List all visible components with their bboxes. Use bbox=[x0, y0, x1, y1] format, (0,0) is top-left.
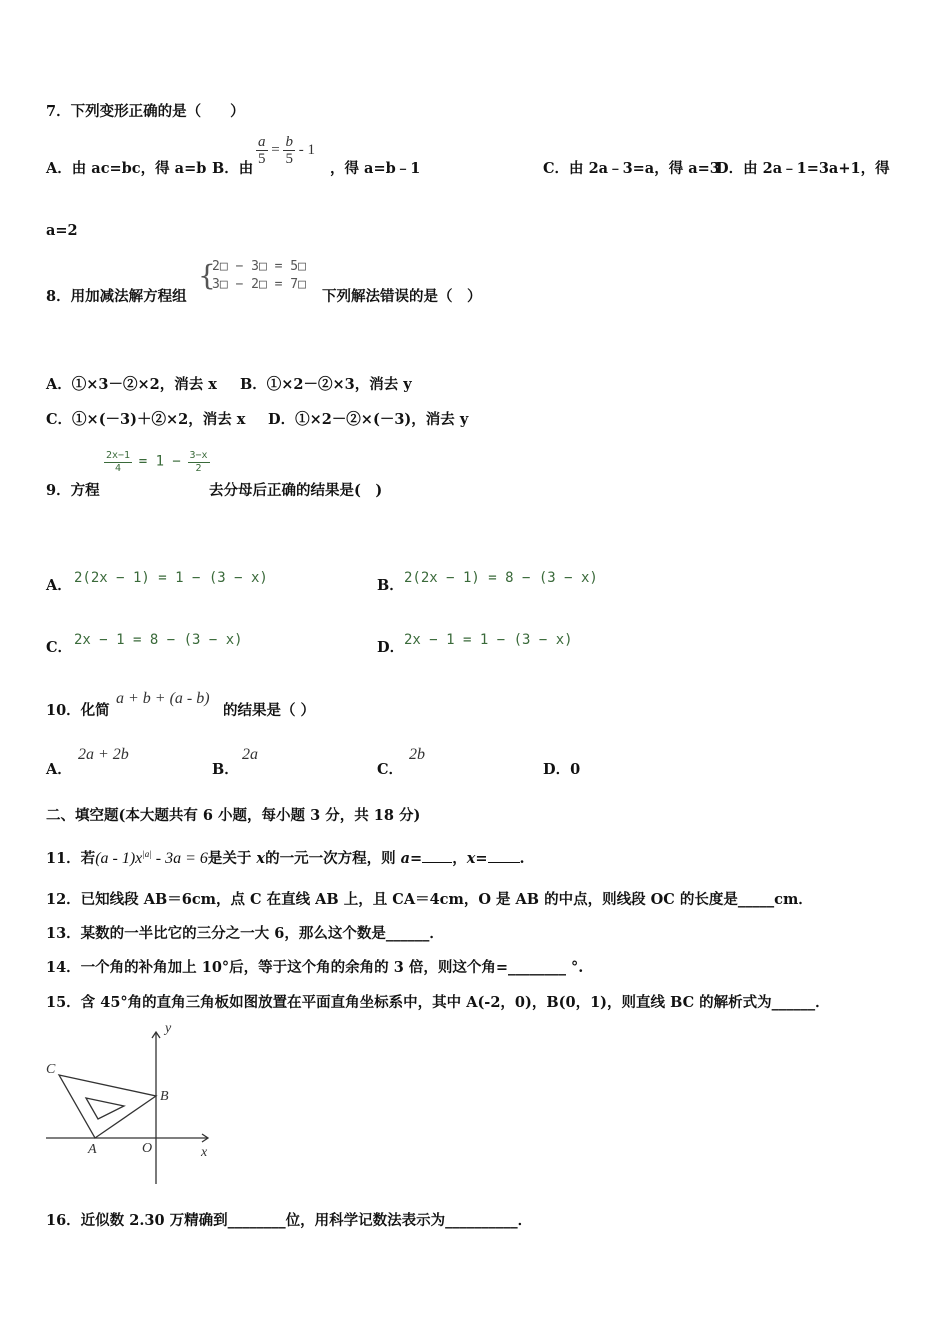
q9-equation-middle: = 1 − bbox=[138, 453, 181, 470]
q7-option-b-formula bbox=[256, 134, 315, 167]
q11-separator: ， bbox=[452, 849, 467, 867]
q11-end: . bbox=[519, 849, 525, 867]
q10-stem: 10．化简 bbox=[46, 702, 110, 719]
q9-option-b-label: B． bbox=[377, 577, 404, 594]
q11-blank-a[interactable] bbox=[422, 848, 452, 863]
q11-expr-part1: (a - 1)x bbox=[95, 849, 143, 867]
triangle-inner bbox=[86, 1098, 124, 1119]
q11-var-a: a bbox=[400, 849, 411, 867]
q9-frac2-num: 3−x bbox=[189, 450, 208, 461]
label-x: x bbox=[201, 1145, 208, 1160]
q11-text-1: 是关于 bbox=[207, 849, 252, 867]
q12: 12．已知线段 AB＝6cm，点 C 在直线 AB 上，且 CA＝4cm，O 是 AB 的中点，则线段 OC 的长度是_____cm． bbox=[46, 891, 813, 908]
q8-option-a-text: A．①×3－②×2，消去 x bbox=[46, 376, 217, 393]
q9-equation bbox=[104, 450, 210, 475]
q8-option-c: C．①×(－3)＋②×2，消去 x bbox=[46, 411, 246, 428]
q11-exponent: |a| bbox=[142, 849, 152, 859]
q8-option-b: B．①×2－②×3，消去 y bbox=[240, 376, 412, 393]
q10-option-d: D．0 bbox=[543, 761, 581, 778]
q11-text-2: 的一元一次方程，则 bbox=[265, 849, 396, 867]
q8-stem-continued: 下列解法错误的是（ ） bbox=[322, 288, 482, 305]
q9-option-d-label: D． bbox=[377, 639, 405, 656]
q16: 16．近似数 2.30 万精确到________位，用科学记数法表示为__________． bbox=[46, 1212, 533, 1229]
label-y: y bbox=[165, 1021, 172, 1036]
q9-stem-continued: 去分母后正确的结果是( ) bbox=[209, 482, 383, 499]
section-2-heading: 二、填空题(本大题共有 6 小题，每小题 3 分，共 18 分) bbox=[46, 807, 421, 824]
label-o: O bbox=[142, 1141, 153, 1156]
q7-b-frac2-num: b bbox=[285, 134, 293, 150]
q11-blank-x[interactable] bbox=[488, 848, 520, 863]
q8-stem: 8．用加减法解方程组 bbox=[46, 288, 187, 305]
q10-option-b-expr: 2a bbox=[242, 746, 258, 763]
q8-equation-system: { 2□ − 3□ = 5□ 3□ − 2□ = 7□ bbox=[198, 259, 306, 292]
q10-option-a-label: A． bbox=[46, 761, 72, 778]
q9-option-a-expr: 2(2x − 1) = 1 − (3 − x) bbox=[74, 570, 268, 586]
q7-b-tail: - 1 bbox=[298, 141, 315, 158]
q9-frac1-num: 2x−1 bbox=[106, 450, 131, 461]
q10-expression: a + b + (a - b) bbox=[116, 690, 210, 707]
q14: 14．一个角的补角加上 10°后，等于这个角的余角的 3 倍，则这个角=________ °. bbox=[46, 959, 584, 976]
q8-option-d: D．①×2－②×(－3)，消去 y bbox=[268, 411, 469, 428]
q7-stem: 7．下列变形正确的是（ ） bbox=[46, 103, 245, 120]
q7-option-a: A．由 ac=bc，得 a=b bbox=[46, 160, 207, 177]
q9-frac1-den: 4 bbox=[115, 463, 122, 474]
q11-var-x: x bbox=[256, 849, 266, 867]
q9-option-d-expr: 2x − 1 = 1 − (3 − x) bbox=[404, 632, 573, 648]
triangle-outer bbox=[59, 1075, 156, 1138]
q9-stem: 9．方程 bbox=[46, 482, 100, 499]
q7-option-b-result: ，得 a=b﹣1 bbox=[330, 160, 421, 177]
label-b: B bbox=[160, 1089, 169, 1104]
q9-option-b-expr: 2(2x − 1) = 8 − (3 − x) bbox=[404, 570, 598, 586]
q7-option-d-continued: a=2 bbox=[46, 222, 78, 239]
q7-option-d: D．由 2a﹣1=3a+1，得 bbox=[716, 160, 890, 177]
q10-option-c-label: C． bbox=[377, 761, 404, 778]
q15: 15．含 45°角的直角三角板如图放置在平面直角坐标系中，其中 A(-2，0)，B(0，1)，则直线 BC 的解析式为______． bbox=[46, 994, 830, 1011]
q10-stem-continued: 的结果是（ ） bbox=[223, 702, 316, 719]
q8-option-a bbox=[46, 375, 217, 395]
label-c: C bbox=[46, 1062, 56, 1077]
q10-option-b-label: B． bbox=[212, 761, 239, 778]
q7-b-frac1-den: 5 bbox=[258, 151, 266, 167]
q10-option-c-expr: 2b bbox=[409, 746, 425, 763]
q7-option-c: C．由 2a﹣3=a，得 a=3 bbox=[543, 160, 720, 177]
q11-var-x2: x bbox=[466, 849, 476, 867]
q11-line bbox=[46, 844, 525, 869]
q7-b-frac1-num: a bbox=[258, 134, 266, 150]
q15-coordinate-figure bbox=[40, 1018, 220, 1188]
q11-eq-2: = bbox=[475, 849, 488, 867]
q9-frac2-den: 2 bbox=[195, 463, 202, 474]
label-a: A bbox=[88, 1142, 97, 1157]
q11-prefix: 11．若 bbox=[46, 849, 96, 867]
q13: 13．某数的一半比它的三分之一大 6，那么这个数是______． bbox=[46, 925, 444, 942]
q11-expr-part2: - 3a = 6 bbox=[151, 849, 208, 867]
q8-equation-1: 2□ − 3□ = 5□ bbox=[212, 259, 306, 274]
q10-option-a-expr: 2a + 2b bbox=[78, 746, 129, 763]
q9-option-c-label: C． bbox=[46, 639, 73, 656]
q8-equation-2: 3□ − 2□ = 7□ bbox=[212, 277, 306, 292]
q9-option-c-expr: 2x − 1 = 8 − (3 − x) bbox=[74, 632, 243, 648]
q7-b-frac2-den: 5 bbox=[285, 151, 293, 167]
q7-b-equals: = bbox=[271, 141, 280, 158]
q11-eq-1: = bbox=[410, 849, 423, 867]
q9-option-a-label: A． bbox=[46, 577, 72, 594]
q7-option-b-prefix: B．由 bbox=[212, 160, 254, 177]
